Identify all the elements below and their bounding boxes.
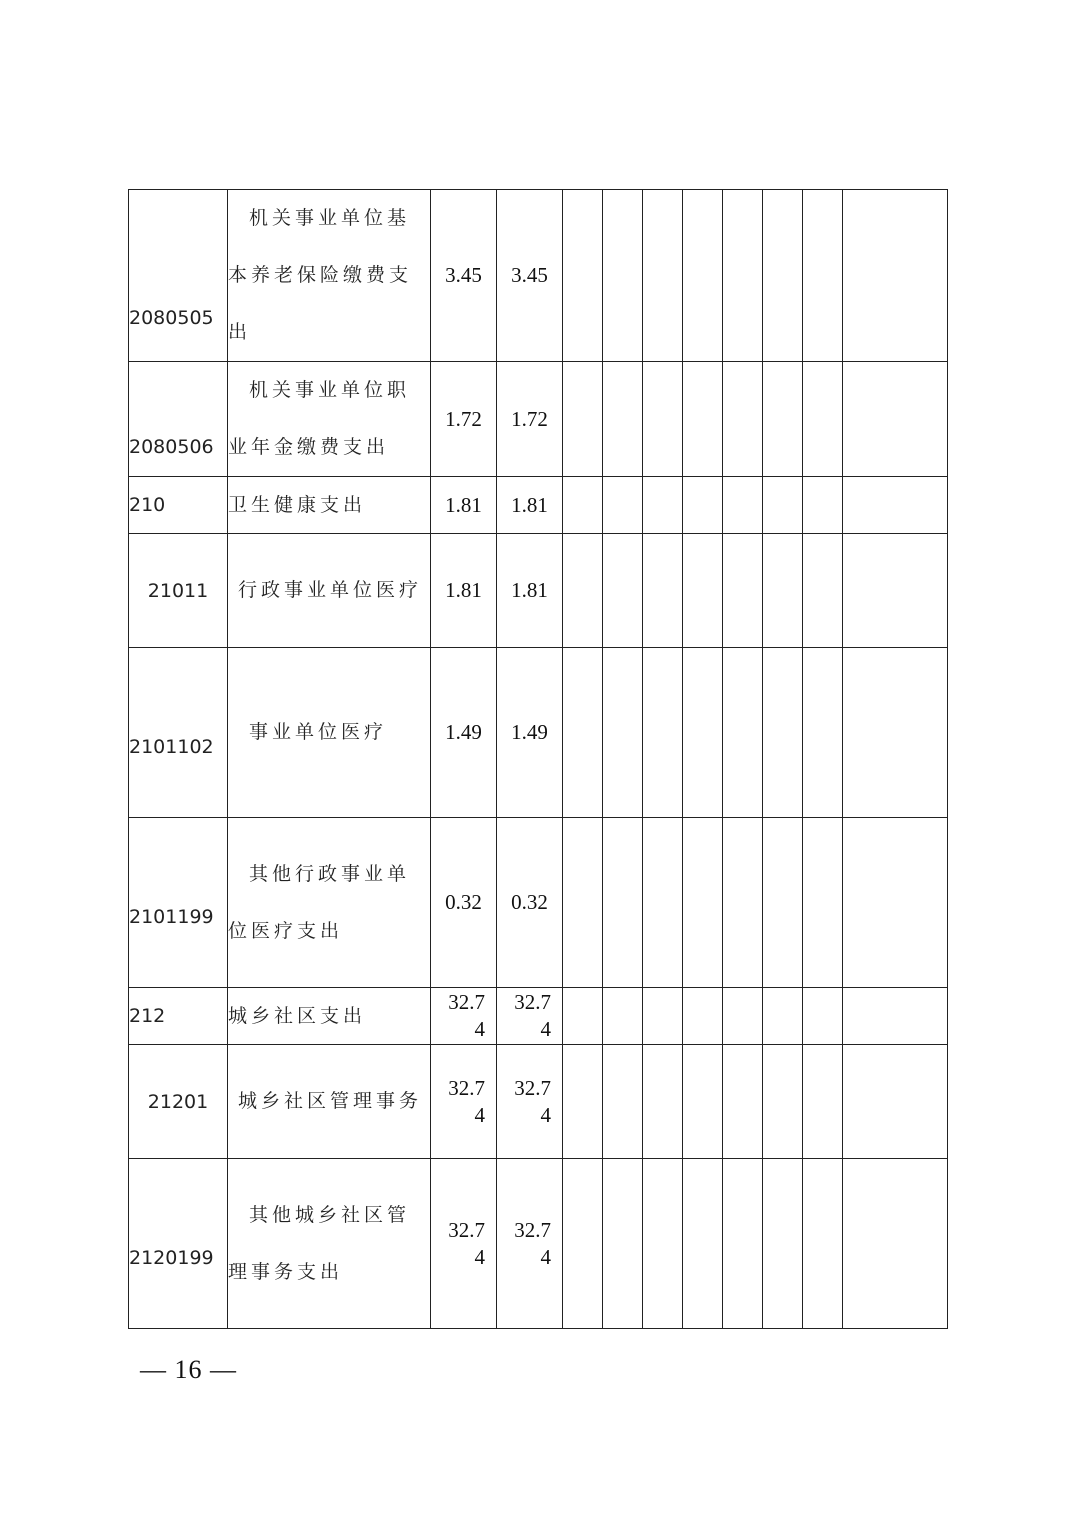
row-code: 21011	[129, 534, 228, 648]
row-value-2: 32.74	[497, 1045, 563, 1159]
row-code: 21201	[129, 1045, 228, 1159]
row-name-text: 其他行政事业单位医疗支出	[228, 862, 411, 942]
row-value-2: 32.74	[497, 1159, 563, 1329]
table-row	[129, 988, 948, 1045]
row-value-2: 1.81	[497, 534, 563, 648]
row-code: 2080506	[129, 362, 228, 477]
table-row	[129, 477, 948, 534]
row-value-1: 1.81	[431, 534, 497, 648]
row-name	[228, 477, 431, 534]
row-code: 2120199	[129, 1159, 228, 1329]
row-value-1: 1.72	[431, 362, 497, 477]
row-name-text: 城乡社区管理事务	[238, 1090, 423, 1112]
row-name-text: 其他城乡社区管理事务支出	[228, 1203, 411, 1283]
table-row	[129, 362, 948, 477]
row-name-text: 城乡社区支出	[228, 1005, 367, 1027]
table-row	[129, 818, 948, 988]
page-number: — 16 —	[140, 1355, 237, 1384]
row-name	[228, 534, 431, 648]
row-value-2: 1.81	[497, 477, 563, 534]
table-row	[129, 1045, 948, 1159]
row-value-1: 32.74	[431, 988, 497, 1045]
row-value-2: 0.32	[497, 818, 563, 988]
row-name-text: 卫生健康支出	[228, 494, 367, 516]
table-row	[129, 190, 948, 362]
row-value-1: 1.81	[431, 477, 497, 534]
row-code: 2080505	[129, 190, 228, 362]
row-value-1: 32.74	[431, 1045, 497, 1159]
row-name-text: 行政事业单位医疗	[238, 579, 423, 601]
row-code: 2101102	[129, 648, 228, 818]
row-value-1: 0.32	[431, 818, 497, 988]
row-value-1: 32.74	[431, 1159, 497, 1329]
row-name	[228, 1159, 431, 1329]
row-value-2: 3.45	[497, 190, 563, 362]
budget-table	[128, 189, 948, 1329]
row-name-text: 机关事业单位基本养老保险缴费支出	[228, 207, 413, 343]
row-value-2: 1.49	[497, 648, 563, 818]
table-row	[129, 648, 948, 818]
row-value-2: 1.72	[497, 362, 563, 477]
row-name	[228, 1045, 431, 1159]
row-name-text: 机关事业单位职业年金缴费支出	[228, 379, 411, 458]
row-name	[228, 818, 431, 988]
row-name-text: 事业单位医疗	[249, 721, 388, 743]
row-value-1: 3.45	[431, 190, 497, 362]
row-value-2: 32.74	[497, 988, 563, 1045]
row-code: 210	[129, 477, 228, 534]
row-name	[228, 190, 431, 362]
row-name	[228, 648, 431, 818]
table-row	[129, 1159, 948, 1329]
row-code: 212	[129, 988, 228, 1045]
row-name	[228, 362, 431, 477]
table-row	[129, 534, 948, 648]
row-value-1: 1.49	[431, 648, 497, 818]
row-code: 2101199	[129, 818, 228, 988]
row-name	[228, 988, 431, 1045]
